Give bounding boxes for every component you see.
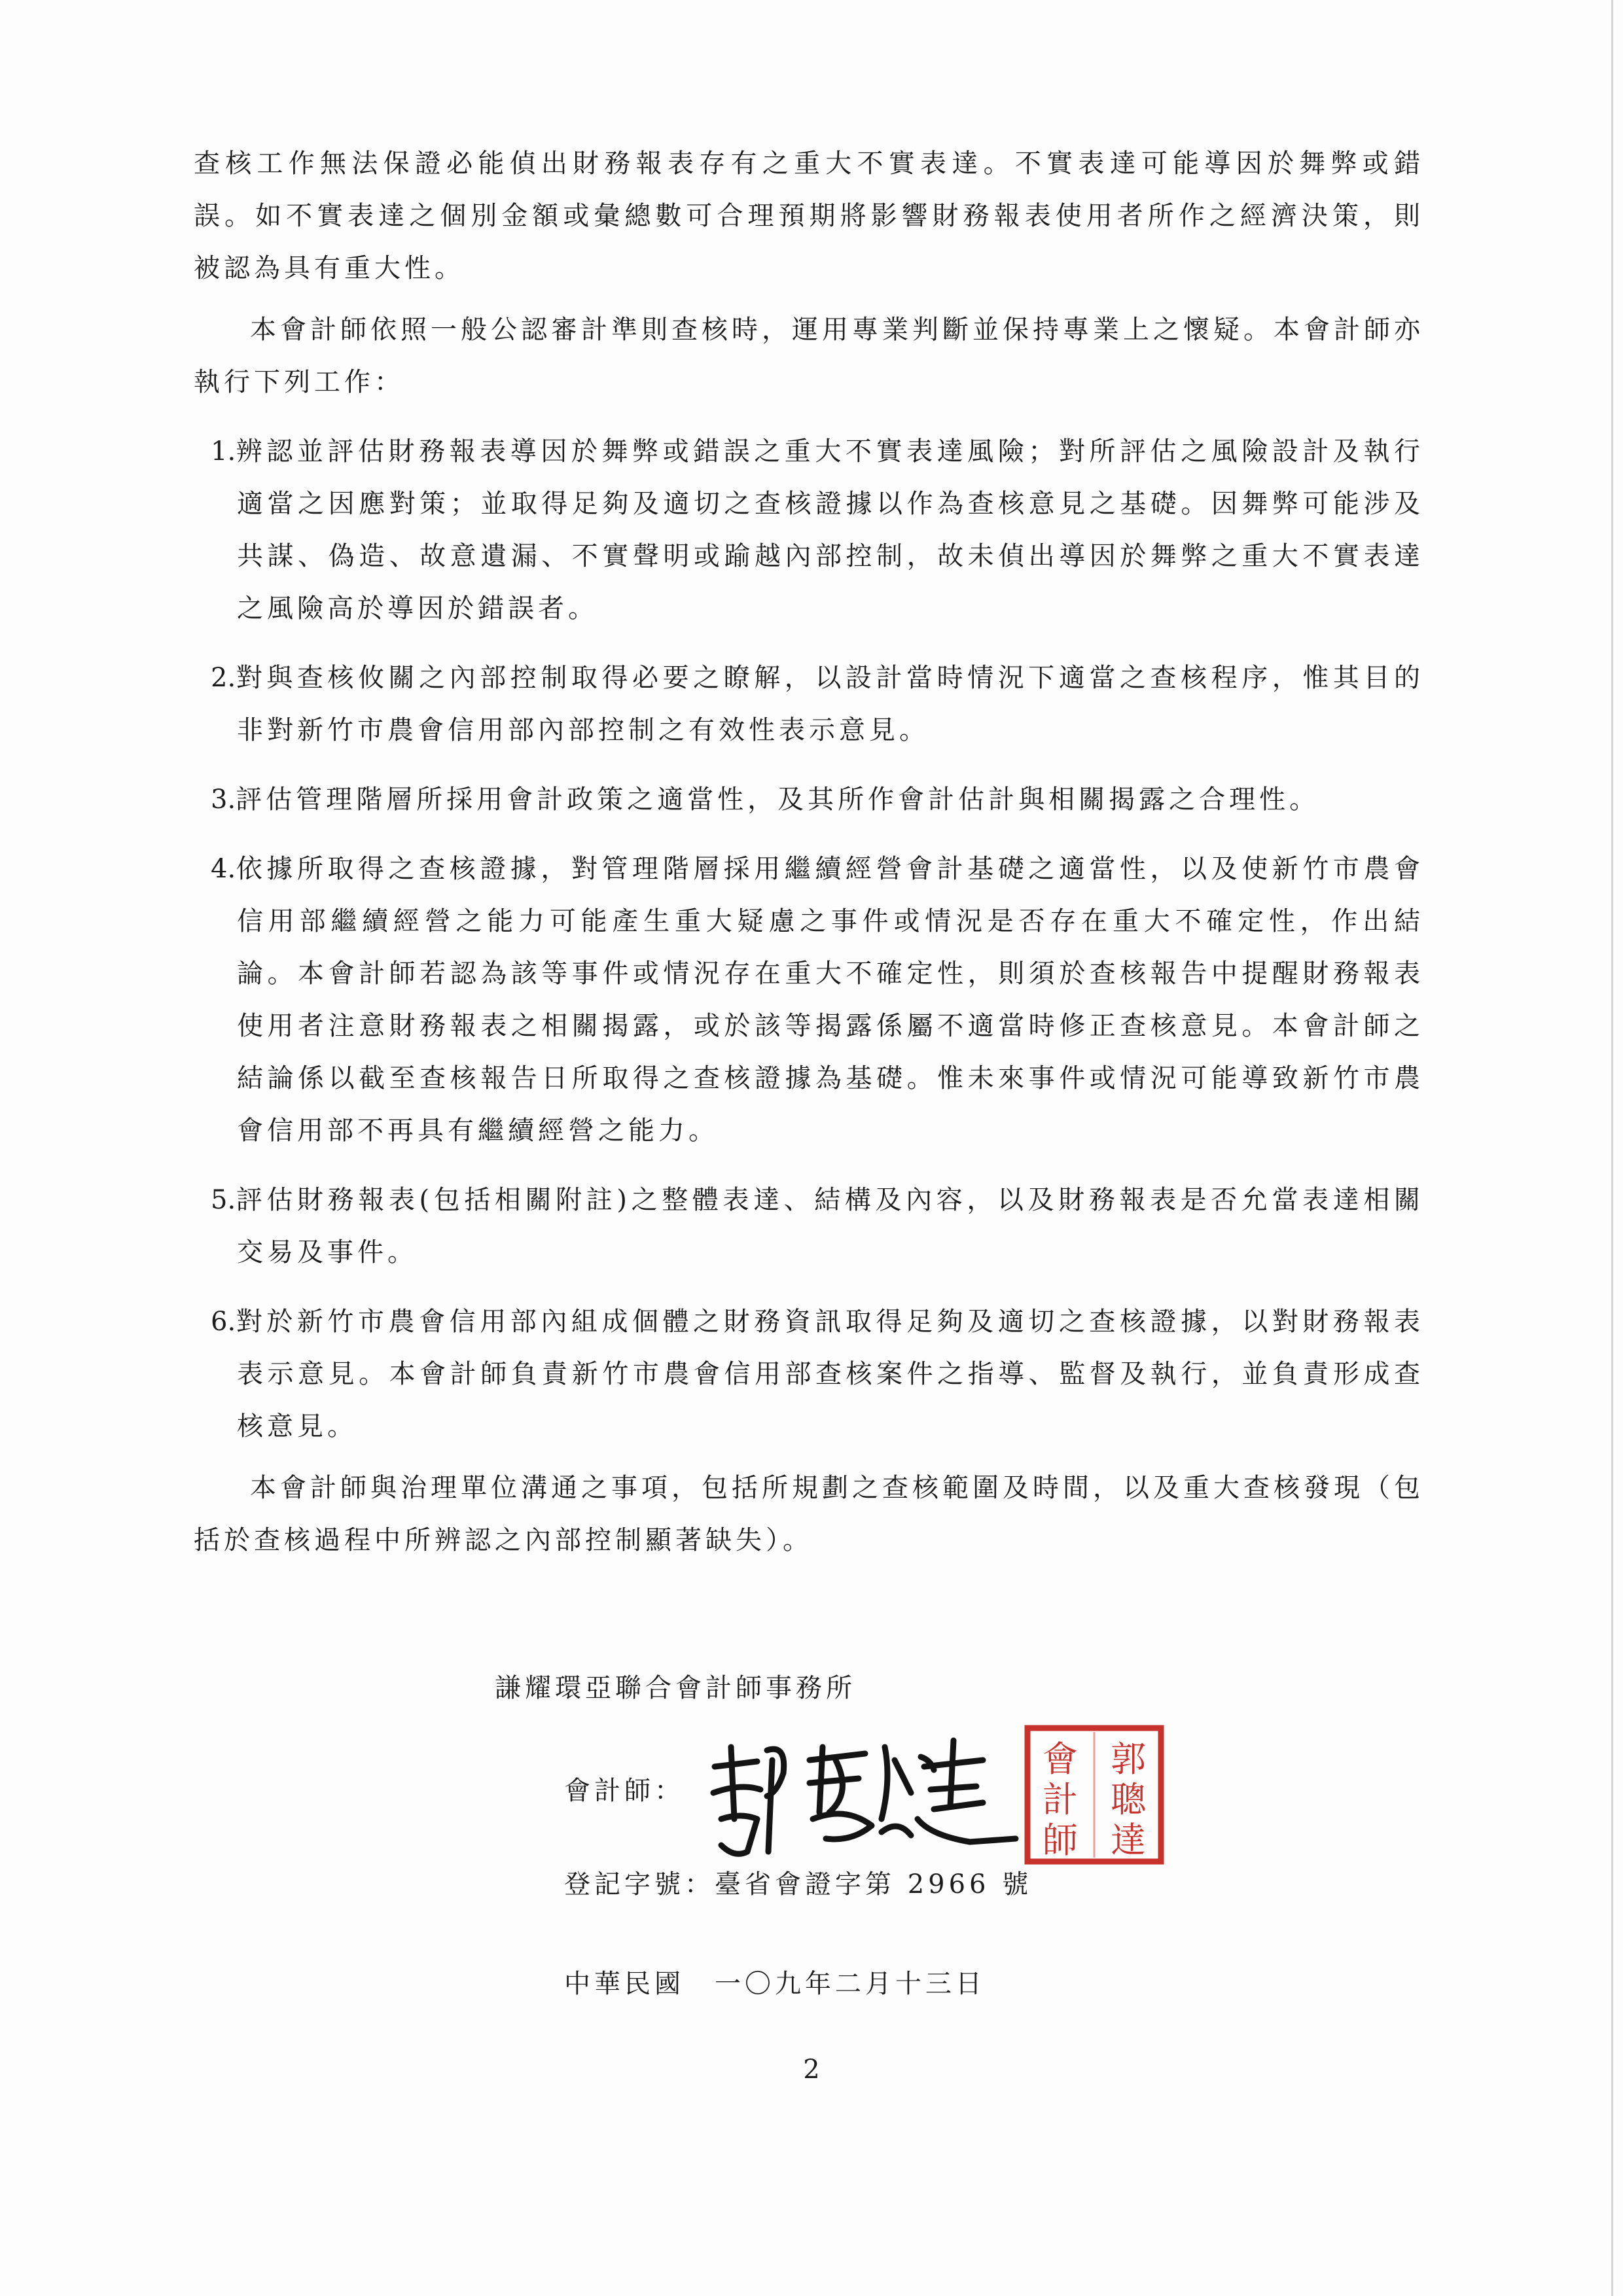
report-date: 中華民國 一〇九年二月十三日 [564, 1969, 986, 1999]
firm-name: 謙耀環亞聯合會計師事務所 [495, 1673, 856, 1703]
item-text: 辨認並評估財務報表導因於舞弊或錯誤之重大不實表達風險；對所評估之風險設計及執行適當之因應對策；並取得足夠及適切之查核證據以作為查核意見之基礎。因舞弊可能涉及共謀、偽造、故意遺漏、不實聲明或踰越內部控制，故未偵出導因於舞弊之重大不實表達之風險高於導因於錯誤者。 [236, 436, 1424, 624]
report-body [194, 137, 1424, 1566]
item-number: 1. [211, 436, 236, 467]
item-text: 評估財務報表(包括相關附註)之整體表達、結構及內容，以及財務報表是否允當表達相關交易及事件。 [236, 1185, 1424, 1267]
svg-text:計: 計 [1043, 1779, 1078, 1820]
opening-line: 如不實表達之個別金額或彙總數可合理預期將影響財務報表使用者所作之經濟決策，則被認為 [194, 201, 1425, 283]
intro-paragraph: 本會計師依照一般公認審計準則查核時，運用專業判斷並保持專業上之懷疑。本會計師亦執行下列工作： [194, 315, 1424, 397]
item-text: 依據所取得之查核證據，對管理階層採用繼續經營會計基礎之適當性，以及使新竹市農會信用部繼續經營之能力可能產生重大疑慮之事件或情況是否存在重大不確定性，作出結論。本會計師若認為該等事件或情況存在重大不確定性，則須於查核報告中提醒財務報表使用者注意財務報表之相關揭露，或於該等揭露係屬不適當時修正查核意見。本會計師之結論係以截至查核報告日所取得之查核證據為基礎。惟未來事件或情況可能導致新竹市農會信用部不再具有繼續經營之能力。 [236, 854, 1424, 1146]
item-text: 對於新竹市農會信用部內組成個體之財務資訊取得足夠及適切之查核證據，以對財務報表表示意見。本會計師負責新竹市農會信用部查核案件之指導、監督及執行，並負責形成查核意見。 [236, 1307, 1424, 1441]
red-seal-stamp [1024, 1724, 1165, 1865]
item-number: 2. [211, 663, 236, 693]
opening-paragraph [194, 137, 1424, 294]
list-item [194, 843, 1424, 1157]
closing-paragraph: 本會計師與治理單位溝通之事項，包括所規劃之查核範圍及時間，以及重大查核發現（包括於查核過程中所辨認之內部控制顯著缺失）。 [194, 1473, 1424, 1555]
list-item [194, 1296, 1424, 1453]
svg-text:會: 會 [1043, 1739, 1078, 1780]
opening-line: 具有重大性。 [284, 253, 465, 283]
scan-edge-line [1611, 0, 1613, 2296]
item-number: 5. [211, 1185, 236, 1215]
handwritten-signature [695, 1721, 1022, 1865]
list-item [194, 1174, 1424, 1279]
page-number: 2 [803, 2055, 820, 2085]
list-item [194, 773, 1424, 826]
list-item [194, 425, 1424, 635]
item-number: 4. [211, 854, 236, 884]
item-text: 評估管理階層所採用會計政策之適當性，及其所作會計估計與相關揭露之合理性。 [236, 785, 1320, 815]
svg-text:達: 達 [1111, 1820, 1146, 1861]
list-item [194, 652, 1424, 756]
svg-text:郭: 郭 [1111, 1739, 1146, 1780]
item-number: 6. [211, 1307, 236, 1337]
cpa-label: 會計師： [564, 1776, 685, 1806]
registration-number: 登記字號：臺省會證字第 2966 號 [564, 1869, 1033, 1899]
item-number: 3. [211, 785, 236, 815]
item-text: 對與查核攸關之內部控制取得必要之瞭解，以設計當時情況下適當之查核程序，惟其目的非對新竹市農會信用部內部控制之有效性表示意見。 [236, 663, 1424, 745]
opening-line: 查核工作無法保證必能偵出財務報表存有之重大不實表達。不實表達可能導因於舞弊或錯誤。 [194, 149, 1424, 231]
svg-text:師: 師 [1043, 1820, 1078, 1861]
svg-text:聰: 聰 [1111, 1779, 1146, 1820]
